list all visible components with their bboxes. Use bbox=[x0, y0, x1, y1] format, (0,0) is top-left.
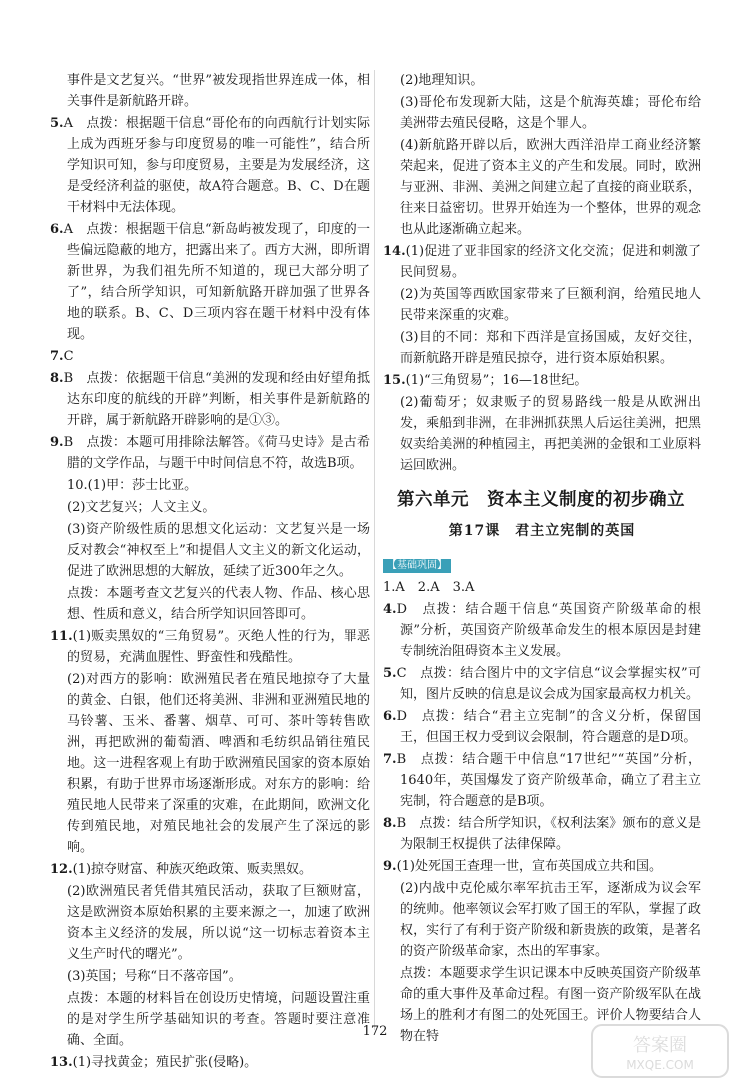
answer-text: (3)目的不同：郑和下西洋是宣扬国威，友好交往，而新航路开辟是殖民掠夺，进行资本原始积累。 bbox=[400, 330, 701, 366]
question-number: 9. bbox=[383, 859, 397, 874]
answer-paragraph bbox=[50, 519, 370, 582]
answer-text: (2)为英国等西欧国家带来了巨额利润，给殖民地人民带来深重的灾难。 bbox=[400, 287, 701, 323]
answer-text: B 点拨：本题可用排除法解答。《荷马史诗》是古希腊的文学作品，与题干中时间信息不符，故选B项。 bbox=[63, 435, 370, 471]
answer-paragraph bbox=[383, 749, 701, 812]
answer-text: C bbox=[63, 349, 74, 364]
question-number: 7. bbox=[50, 349, 64, 364]
answer-text: 点拨：本题的材料旨在创设历史情境，问题设置注重的是对学生所学基础知识的考查。答题时要注意准确、全面。 bbox=[67, 991, 370, 1048]
question-number: 11. bbox=[50, 629, 73, 644]
question-number: 9. bbox=[50, 435, 64, 450]
answer-paragraph bbox=[50, 988, 370, 1051]
answer-paragraph bbox=[383, 370, 701, 391]
answer-paragraph bbox=[383, 135, 701, 240]
answer-paragraph bbox=[50, 219, 370, 345]
question-number: 8. bbox=[50, 371, 64, 386]
column-divider bbox=[374, 70, 375, 1030]
answer-text: (2)欧洲殖民者凭借其殖民活动，获取了巨额财富，这是欧洲资本原始积累的主要来源之一，加速了欧洲资本主义经济的发展，所以说“这一切标志着资本主义生产时代的曙光”。 bbox=[67, 884, 370, 962]
answer-text: (4)新航路开辟以后，欧洲大西洋沿岸工商业经济繁荣起来，促进了资本主义的产生和发展。同时，欧洲与亚洲、非洲、美洲之间建立起了直接的商业联系，往来日益密切。世界开始连为一个整体，世界的观念也从此逐渐确立起来。 bbox=[400, 138, 701, 237]
answer-paragraph bbox=[383, 241, 701, 283]
answer-paragraph bbox=[383, 599, 701, 662]
answer-text: (2)对西方的影响：欧洲殖民者在殖民地掠夺了大量的黄金、白银，他们还将美洲、非洲和亚洲殖民地的马铃薯、玉米、番薯、烟草、可可、茶叶等转售欧洲，再把欧洲的葡萄酒、啤酒和毛纺织品销往殖民地。这一进程客观上有助于欧洲殖民国家的资本原始积累，有助于世界市场逐渐形成。对东方的影响：给殖民地人民带来了深重的灾难，在此期间，欧洲文化传到殖民地，对殖民地社会的发展产生了深远的影响。 bbox=[67, 672, 370, 855]
right-column bbox=[383, 70, 701, 1048]
answer-text: 事件是文艺复兴。“世界”被发现指世界连成一体，相关事件是新航路开辟。 bbox=[67, 73, 370, 109]
answer-text: (3)英国；号称“日不落帝国”。 bbox=[67, 969, 242, 984]
answer-text: 点拨：本题考查文艺复兴的代表人物、作品、核心思想、性质和意义，结合所学知识回答即可。 bbox=[67, 586, 370, 622]
question-number: 6. bbox=[50, 222, 64, 237]
answer-text: 10.(1)甲：莎士比亚。 bbox=[67, 478, 198, 493]
answer-paragraph bbox=[50, 432, 370, 474]
answer-text: A 点拨：根据题干信息“哥伦布的向西航行计划实际上成为西班牙参与印度贸易的唯一可能性”，结合所学知识可知，参与印度贸易，主要是为发展经济，这是受经济利益的驱使，故A符合题意。B、C、D在题干材料中无法体现。 bbox=[63, 116, 370, 215]
answer-paragraph bbox=[383, 284, 701, 326]
question-number: 8. bbox=[383, 816, 397, 831]
answer-paragraph bbox=[383, 663, 701, 705]
answer-paragraph bbox=[50, 669, 370, 858]
answer-paragraph bbox=[50, 1052, 370, 1073]
answer-paragraph bbox=[50, 368, 370, 431]
answer-text: (3)哥伦布发现新大陆，这是个航海英雄；哥伦布给美洲带去殖民侵略，这是个罪人。 bbox=[400, 95, 701, 131]
unit-title: 第六单元 资本主义制度的初步确立 bbox=[397, 490, 685, 510]
watermark-logo bbox=[590, 1021, 730, 1081]
question-number: 4. bbox=[383, 602, 397, 617]
question-number: 14. bbox=[383, 244, 406, 259]
answer-paragraph bbox=[383, 856, 701, 877]
answer-text: (1)贩卖黑奴的“三角贸易”。灭绝人性的行为，罪恶的贸易，充满血腥性、野蛮性和残酷性。 bbox=[67, 629, 370, 665]
answer-text: (1)掠夺财富、种族灭绝政策、贩卖黑奴。 bbox=[72, 862, 313, 877]
svg-text:答案圈: 答案圈 bbox=[633, 1035, 687, 1056]
answer-paragraph bbox=[383, 878, 701, 962]
section-tag: 【基础巩固】 bbox=[383, 559, 451, 573]
answer-paragraph bbox=[50, 583, 370, 625]
svg-text:MXQE.COM: MXQE.COM bbox=[626, 1058, 694, 1072]
answer-text: B 点拨：依据题干信息“美洲的发现和经由好望角抵达东印度的航线的开辟”判断，相关事件是新航路的开辟，属于新航路开辟影响的是①③。 bbox=[63, 371, 370, 428]
question-number: 5. bbox=[383, 666, 397, 681]
answer-text: (1)促进了亚非国家的经济文化交流；促进和刺激了民间贸易。 bbox=[400, 244, 701, 280]
lesson-answers bbox=[383, 577, 701, 1047]
answer-paragraph bbox=[50, 70, 370, 112]
answer-text: (1)寻找黄金；殖民扩张(侵略)。 bbox=[72, 1055, 258, 1070]
answer-paragraph bbox=[383, 706, 701, 748]
answer-paragraph bbox=[50, 966, 370, 987]
question-number: 6. bbox=[383, 709, 397, 724]
answer-paragraph bbox=[50, 113, 370, 218]
lesson-title: 第17课 君主立宪制的英国 bbox=[448, 523, 636, 539]
question-number: 15. bbox=[383, 373, 406, 388]
answer-text: (2)葡萄牙；奴隶贩子的贸易路线一般是从欧洲出发，乘船到非洲，在非洲抓获黑人后运往美洲，把黑奴卖给美洲的种植园主，再把美洲的金银和工业原料运回欧洲。 bbox=[400, 395, 701, 473]
right-column-answers bbox=[383, 70, 701, 476]
answer-text: D 点拨：结合题干信息“英国资产阶级革命的根源”分析，英国资产阶级革命发生的根本原因是封建专制统治阻碍资本主义发展。 bbox=[396, 602, 701, 659]
answer-paragraph bbox=[50, 346, 370, 367]
answer-paragraph bbox=[50, 859, 370, 880]
answer-text: C 点拨：结合图片中的文字信息“议会掌握实权”可知，图片反映的信息是议会成为国家最高权力机关。 bbox=[396, 666, 701, 702]
answer-text: (3)资产阶级性质的思想文化运动：文艺复兴是一场反对教会“神权至上”和提倡人文主义的新文化运动，促进了欧洲思想的大解放，延续了近300年之久。 bbox=[67, 522, 370, 579]
left-column bbox=[50, 70, 370, 1074]
question-number: 13. bbox=[50, 1055, 73, 1070]
page-number: 172 bbox=[362, 1024, 388, 1039]
answer-paragraph bbox=[50, 475, 370, 496]
answer-text: (2)文艺复兴；人文主义。 bbox=[67, 500, 216, 515]
answer-text: 点拨：本题要求学生识记课本中反映英国资产阶级革命的重大事件及革命过程。有图一资产阶级军队在战场上的胜利才有图二的处死国王。评价人物要结合人物在特 bbox=[400, 966, 701, 1044]
answer-text: A 点拨：根据题干信息“新岛屿被发现了，印度的一些偏远隐蔽的地方，把露出来了。西方大洲，即所谓新世界，为我们祖先所不知道的，现已大部分明了了”，结合所学知识，可知新航路开辟加强了世界各地的联系。B、C、D三项内容在题干材料中没有体现。 bbox=[63, 222, 370, 342]
answer-paragraph bbox=[50, 497, 370, 518]
answer-paragraph bbox=[383, 92, 701, 134]
answer-paragraph bbox=[383, 392, 701, 476]
answer-paragraph bbox=[383, 577, 701, 598]
answer-paragraph bbox=[50, 626, 370, 668]
answer-text: B 点拨：结合题干中信息“17世纪”“英国”分析，1640年，英国爆发了资产阶级革命，确立了君主立宪制，符合题意的是B项。 bbox=[396, 752, 701, 809]
answer-text: (2)内战中克伦威尔率军抗击王军，逐渐成为议会军的统帅。他率领议会军打败了国王的军队，掌握了政权，实行了有利于资产阶级和新贵族的政策，是著名的资产阶级革命家，杰出的军事家。 bbox=[400, 881, 701, 959]
answer-paragraph bbox=[50, 881, 370, 965]
question-number: 7. bbox=[383, 752, 397, 767]
answer-text: 1.A 2.A 3.A bbox=[383, 580, 475, 595]
answer-text: B 点拨：结合所学知识，《权利法案》颁布的意义是为限制王权提供了法律保障。 bbox=[396, 816, 701, 852]
answer-text: (2)地理知识。 bbox=[400, 73, 484, 88]
answer-text: (1)“三角贸易”；16—18世纪。 bbox=[405, 373, 588, 388]
answer-paragraph bbox=[383, 327, 701, 369]
answer-paragraph bbox=[383, 70, 701, 91]
answer-text: D 点拨：结合“君主立宪制”的含义分析，保留国王，但国王权力受到议会限制，符合题意的是D项。 bbox=[396, 709, 701, 745]
question-number: 5. bbox=[50, 116, 64, 131]
answer-text: (1)处死国王查理一世，宣布英国成立共和国。 bbox=[396, 859, 662, 874]
answer-paragraph bbox=[383, 813, 701, 855]
question-number: 12. bbox=[50, 862, 73, 877]
